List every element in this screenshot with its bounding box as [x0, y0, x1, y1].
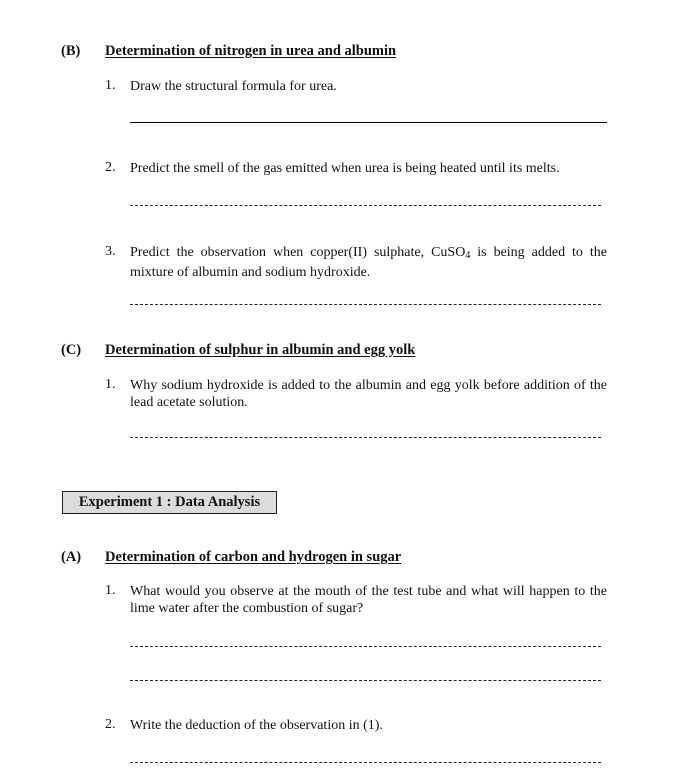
- question-number: 2.: [105, 160, 116, 175]
- answer-line[interactable]: [130, 680, 601, 681]
- answer-line[interactable]: [130, 762, 601, 763]
- answer-line[interactable]: [130, 205, 601, 206]
- question-text-line2: mixture of albumin and sodium hydroxide.: [130, 265, 371, 280]
- answer-line[interactable]: [130, 122, 607, 123]
- question-text-part: Predict the observation when copper(II) sulphate, CuSO: [130, 245, 466, 260]
- question-number: 1.: [105, 78, 116, 93]
- question-text: [130, 244, 607, 281]
- question-number: 1.: [105, 583, 116, 598]
- question-text: Why sodium hydroxide is added to the albumin and egg yolk before addition of the lead acetate solution.: [130, 378, 607, 410]
- section-b-title: Determination of nitrogen in urea and albumin: [105, 43, 397, 59]
- section-b-label: (B): [61, 43, 81, 59]
- subscript: 4: [465, 250, 471, 261]
- question-text: Write the deduction of the observation in (1).: [130, 718, 383, 733]
- question-text-part: is being added to the: [470, 245, 607, 260]
- question-number: 1.: [105, 377, 116, 392]
- section-a-label: (A): [61, 549, 82, 565]
- answer-line[interactable]: [130, 304, 601, 305]
- question-number: 2.: [105, 717, 116, 732]
- question-text: Predict the smell of the gas emitted when urea is being heated until its melts.: [130, 161, 560, 176]
- section-c-label: (C): [61, 342, 82, 358]
- question-number: 3.: [105, 244, 116, 259]
- experiment-heading-box: Experiment 1 : Data Analysis: [62, 491, 277, 514]
- section-a-title: Determination of carbon and hydrogen in sugar: [105, 549, 402, 565]
- section-c-title: Determination of sulphur in albumin and egg yolk: [105, 342, 416, 358]
- answer-line[interactable]: [130, 437, 601, 438]
- question-text: Draw the structural formula for urea.: [130, 79, 337, 94]
- answer-line[interactable]: [130, 646, 601, 647]
- question-text: What would you observe at the mouth of the test tube and what will happen to the lime water after the combustion of sugar?: [130, 584, 607, 616]
